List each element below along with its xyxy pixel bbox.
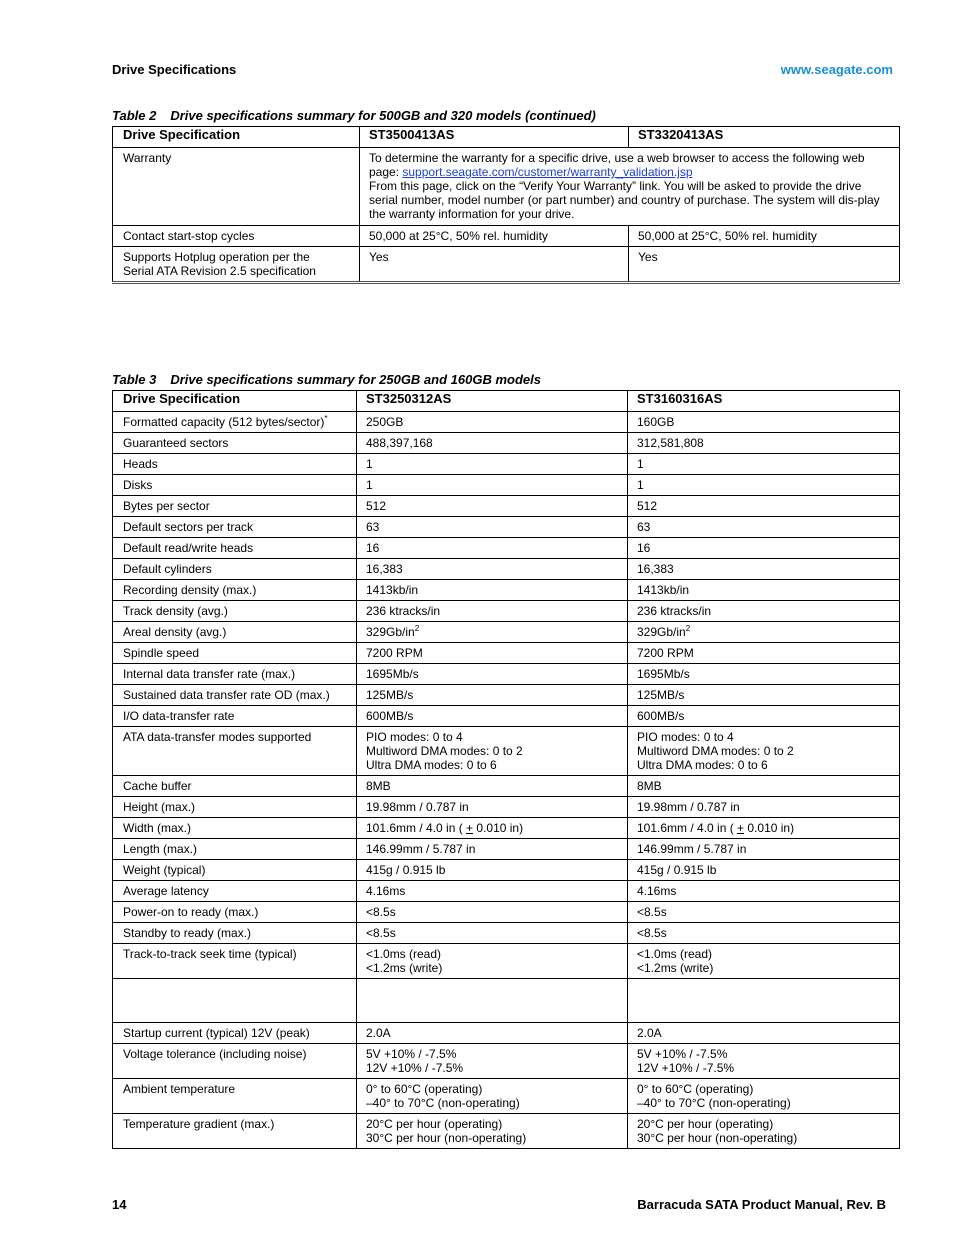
spec-label: Power-on to ready (max.): [113, 902, 357, 923]
spec-value: 16,383: [357, 559, 628, 580]
table-row: [113, 622, 900, 643]
table-row: [113, 433, 900, 454]
table2-caption: [112, 108, 596, 123]
spec-value: 236 ktracks/in: [628, 601, 900, 622]
column-header: ST3320413AS: [629, 127, 900, 148]
table-row: [113, 559, 900, 580]
spec-label: Contact start-stop cycles: [113, 226, 360, 247]
spec-value: 600MB/s: [628, 706, 900, 727]
spec-value: Yes: [360, 247, 629, 283]
spec-value: 50,000 at 25°C, 50% rel. humidity: [629, 226, 900, 247]
spec-label: Cache buffer: [113, 776, 357, 797]
spec-label: Heads: [113, 454, 357, 475]
spec-label: Length (max.): [113, 839, 357, 860]
spec-value: <8.5s: [628, 902, 900, 923]
table-row: [113, 664, 900, 685]
spec-value: 63: [357, 517, 628, 538]
table-row: [113, 818, 900, 839]
spec-label: Weight (typical): [113, 860, 357, 881]
spec-label: Average latency: [113, 881, 357, 902]
spec-value: 250GB: [357, 412, 628, 433]
spec-label: Track-to-track seek time (typical): [113, 944, 357, 979]
spec-value: Yes: [629, 247, 900, 283]
spec-value: 63: [628, 517, 900, 538]
column-header: ST3160316AS: [628, 391, 900, 412]
spec-label: Temperature gradient (max.): [113, 1114, 357, 1149]
spec-label: Areal density (avg.): [113, 622, 357, 643]
table-row: [113, 923, 900, 944]
table-row: [113, 580, 900, 601]
spec-label: Ambient temperature: [113, 1079, 357, 1114]
spec-label: Width (max.): [113, 818, 357, 839]
spec-value: 1413kb/in: [357, 580, 628, 601]
table-row: [113, 727, 900, 776]
spec-label: Default read/write heads: [113, 538, 357, 559]
table-row: [113, 902, 900, 923]
website-link[interactable]: www.seagate.com: [780, 62, 893, 77]
spec-value: 146.99mm / 5.787 in: [357, 839, 628, 860]
column-header: ST3250312AS: [357, 391, 628, 412]
spec-label: Voltage tolerance (including noise): [113, 1044, 357, 1079]
table-row: [113, 1044, 900, 1079]
spec-label: Default sectors per track: [113, 517, 357, 538]
table-row: [113, 226, 900, 247]
spec-label: [113, 979, 357, 1023]
spec-value: 8MB: [357, 776, 628, 797]
table-row: [113, 839, 900, 860]
spec-value: 101.6mm / 4.0 in ( + 0.010 in): [628, 818, 900, 839]
warranty-text: To determine the warranty for a specific drive, use a web browser to access the following web page: support.seagate.com/customer/warranty_validation.jsp From this page, click on the “Verify Your Warranty” link. You will be asked to provide the drive serial number, model number (or part number) and country of purchase. The system will dis-play the warranty information for your drive.: [360, 148, 900, 226]
spec-value: 1: [357, 454, 628, 475]
spec-value: PIO modes: 0 to 4 Multiword DMA modes: 0 to 2 Ultra DMA modes: 0 to 6: [628, 727, 900, 776]
spec-value: 7200 RPM: [357, 643, 628, 664]
spec-value: 146.99mm / 5.787 in: [628, 839, 900, 860]
table-row: [113, 944, 900, 979]
spec-value: 5V +10% / -7.5% 12V +10% / -7.5%: [357, 1044, 628, 1079]
spec-value: 2.0A: [628, 1023, 900, 1044]
spec-value: 19.98mm / 0.787 in: [628, 797, 900, 818]
table-row: [113, 860, 900, 881]
table-row: [113, 601, 900, 622]
spec-value: 1413kb/in: [628, 580, 900, 601]
table3: [112, 390, 900, 1149]
table-row: [113, 412, 900, 433]
spec-value: 5V +10% / -7.5% 12V +10% / -7.5%: [628, 1044, 900, 1079]
spec-label: I/O data-transfer rate: [113, 706, 357, 727]
table2-header-row: [113, 127, 900, 148]
spec-label: Standby to ready (max.): [113, 923, 357, 944]
spec-value: 488,397,168: [357, 433, 628, 454]
table2: [112, 126, 900, 284]
table-row: [113, 1114, 900, 1149]
spec-label: Supports Hotplug operation per the Serial ATA Revision 2.5 specification: [113, 247, 360, 283]
table-row: [113, 538, 900, 559]
table-row: [113, 454, 900, 475]
table-row: [113, 475, 900, 496]
spec-value: 101.6mm / 4.0 in ( + 0.010 in): [357, 818, 628, 839]
spec-value: 20°C per hour (operating) 30°C per hour (non-operating): [628, 1114, 900, 1149]
table-row: [113, 1023, 900, 1044]
spec-value: 512: [628, 496, 900, 517]
spec-value: $329Gb/in^2$: [357, 622, 628, 643]
spec-label: Disks: [113, 475, 357, 496]
spec-value: <8.5s: [357, 923, 628, 944]
column-header: Drive Specification: [113, 391, 357, 412]
spec-label: Recording density (max.): [113, 580, 357, 601]
page-number: 14: [112, 1197, 127, 1212]
spec-label: Startup current (typical) 12V (peak): [113, 1023, 357, 1044]
spec-value: 8MB: [628, 776, 900, 797]
spec-value: 7200 RPM: [628, 643, 900, 664]
spec-value: 20°C per hour (operating) 30°C per hour (non-operating): [357, 1114, 628, 1149]
column-header: Drive Specification: [113, 127, 360, 148]
spec-value: 415g / 0.915 lb: [357, 860, 628, 881]
table-row: [113, 685, 900, 706]
table-row: [113, 706, 900, 727]
spec-value: 19.98mm / 0.787 in: [357, 797, 628, 818]
footnote-mark: *: [324, 414, 328, 423]
table2-number: Table 2: [112, 108, 157, 123]
table-row: [113, 496, 900, 517]
spec-value: 236 ktracks/in: [357, 601, 628, 622]
spec-label: Track density (avg.): [113, 601, 357, 622]
table-row: [113, 643, 900, 664]
spec-label: Internal data transfer rate (max.): [113, 664, 357, 685]
spec-value: 1695Mb/s: [357, 664, 628, 685]
table3-header-row: [113, 391, 900, 412]
spec-label: Default cylinders: [113, 559, 357, 580]
table3-caption: [112, 372, 541, 387]
spec-value: 1: [357, 475, 628, 496]
spec-value: 1: [628, 475, 900, 496]
spec-label: Sustained data transfer rate OD (max.): [113, 685, 357, 706]
spec-value: [357, 979, 628, 1023]
spec-value: 1695Mb/s: [628, 664, 900, 685]
spec-value: <1.0ms (read) <1.2ms (write): [357, 944, 628, 979]
spec-value: <8.5s: [357, 902, 628, 923]
spec-label: Spindle speed: [113, 643, 357, 664]
warranty-link[interactable]: support.seagate.com/customer/warranty_validation.jsp: [402, 165, 693, 179]
spec-value: <8.5s: [628, 923, 900, 944]
spec-value: 512: [357, 496, 628, 517]
spec-value: 312,581,808: [628, 433, 900, 454]
manual-title: Barracuda SATA Product Manual, Rev. B: [637, 1197, 886, 1212]
spec-value: 0° to 60°C (operating) –40° to 70°C (non-operating): [357, 1079, 628, 1114]
spec-value: 1: [628, 454, 900, 475]
table-row: [113, 979, 900, 1023]
column-header: ST3500413AS: [360, 127, 629, 148]
table-row: [113, 247, 900, 283]
spec-value: <1.0ms (read) <1.2ms (write): [628, 944, 900, 979]
spec-value: 50,000 at 25°C, 50% rel. humidity: [360, 226, 629, 247]
table3-number: Table 3: [112, 372, 157, 387]
spec-value: 16,383: [628, 559, 900, 580]
table-row: [113, 881, 900, 902]
running-header-section: Drive Specifications: [112, 62, 237, 77]
spec-value: 4.16ms: [357, 881, 628, 902]
spec-label: Height (max.): [113, 797, 357, 818]
spec-value: [628, 979, 900, 1023]
spec-label: Formatted capacity (512 bytes/sector)*: [113, 412, 357, 433]
table-row: [113, 797, 900, 818]
table-row: [113, 776, 900, 797]
spec-label: Bytes per sector: [113, 496, 357, 517]
table-row: [113, 148, 900, 226]
table2-title: Drive specifications summary for 500GB and 320 models (continued): [170, 108, 596, 123]
table3-title: Drive specifications summary for 250GB and 160GB models: [170, 372, 541, 387]
spec-value: PIO modes: 0 to 4 Multiword DMA modes: 0 to 2 Ultra DMA modes: 0 to 6: [357, 727, 628, 776]
spec-value: 125MB/s: [628, 685, 900, 706]
spec-value: $329Gb/in^2$: [628, 622, 900, 643]
spec-label: Guaranteed sectors: [113, 433, 357, 454]
spec-value: 600MB/s: [357, 706, 628, 727]
spec-label: ATA data-transfer modes supported: [113, 727, 357, 776]
spec-value: 16: [628, 538, 900, 559]
spec-value: 4.16ms: [628, 881, 900, 902]
spec-value: 160GB: [628, 412, 900, 433]
spec-value: 0° to 60°C (operating) –40° to 70°C (non-operating): [628, 1079, 900, 1114]
spec-value: 2.0A: [357, 1023, 628, 1044]
spec-value: 16: [357, 538, 628, 559]
spec-value: 125MB/s: [357, 685, 628, 706]
table-row: [113, 1079, 900, 1114]
spec-label: Warranty: [113, 148, 360, 226]
table-row: [113, 517, 900, 538]
spec-value: 415g / 0.915 lb: [628, 860, 900, 881]
